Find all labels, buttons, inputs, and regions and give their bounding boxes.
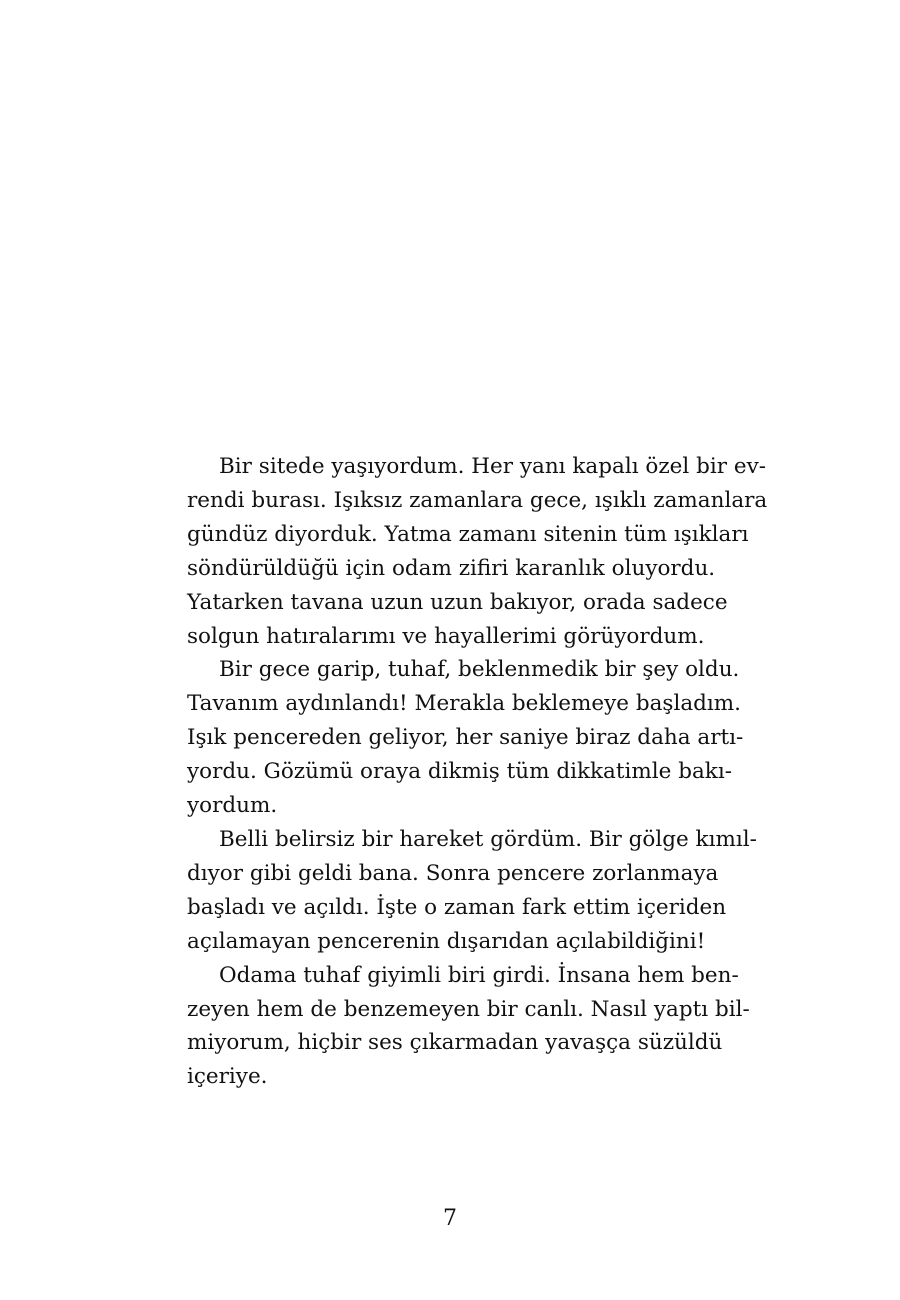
page-body: [187, 450, 768, 1094]
text-line: Yatarken tavana uzun uzun bakıyor, orada sadece: [187, 589, 728, 615]
text-line: Belli belirsiz bir hareket gördüm. Bir gölge kımıl-: [219, 826, 757, 852]
text-line: rendi burası. Işıksız zamanlara gece, ışıklı zamanlara: [187, 487, 768, 513]
text-line: dıyor gibi geldi bana. Sonra pencere zorlanmaya: [187, 860, 719, 886]
text-line: Bir gece garip, tuhaf, beklenmedik bir şey oldu.: [219, 657, 740, 683]
text-line: miyorum, hiçbir ses çıkarmadan yavaşça süzüldü: [187, 1030, 723, 1056]
paragraph-3: [187, 823, 757, 959]
text-line: içeriye.: [187, 1064, 268, 1090]
paragraph-4: [187, 959, 750, 1095]
text-line: başladı ve açıldı. İşte o zaman fark ettim içeriden: [187, 894, 727, 920]
text-line: yordu. Gözümü oraya dikmiş tüm dikkatimle bakı-: [187, 759, 732, 785]
paragraph-2: [187, 653, 744, 823]
text-line: Odama tuhaf giyimli biri girdi. İnsana hem ben-: [219, 962, 739, 988]
page-number: 7: [443, 1206, 457, 1231]
text-line: zeyen hem de benzemeyen bir canlı. Nasıl yaptı bil-: [187, 996, 750, 1022]
text-line: Işık pencereden geliyor, her saniye biraz daha artı-: [187, 725, 744, 751]
text-line: söndürüldüğü için odam zifiri karanlık oluyordu.: [187, 555, 716, 581]
text-line: Bir sitede yaşıyordum. Her yanı kapalı özel bir ev-: [219, 454, 767, 479]
text-line: gündüz diyorduk. Yatma zamanı sitenin tüm ışıkları: [187, 521, 749, 547]
paragraph-1: [187, 450, 768, 653]
text-line: açılamayan pencerenin dışarıdan açılabildiğini!: [187, 928, 706, 954]
text-line: Tavanım aydınlandı! Merakla beklemeye başladım.: [187, 691, 741, 717]
text-line: yordum.: [187, 793, 278, 819]
text-line: solgun hatıralarımı ve hayallerimi görüyordum.: [187, 623, 705, 649]
